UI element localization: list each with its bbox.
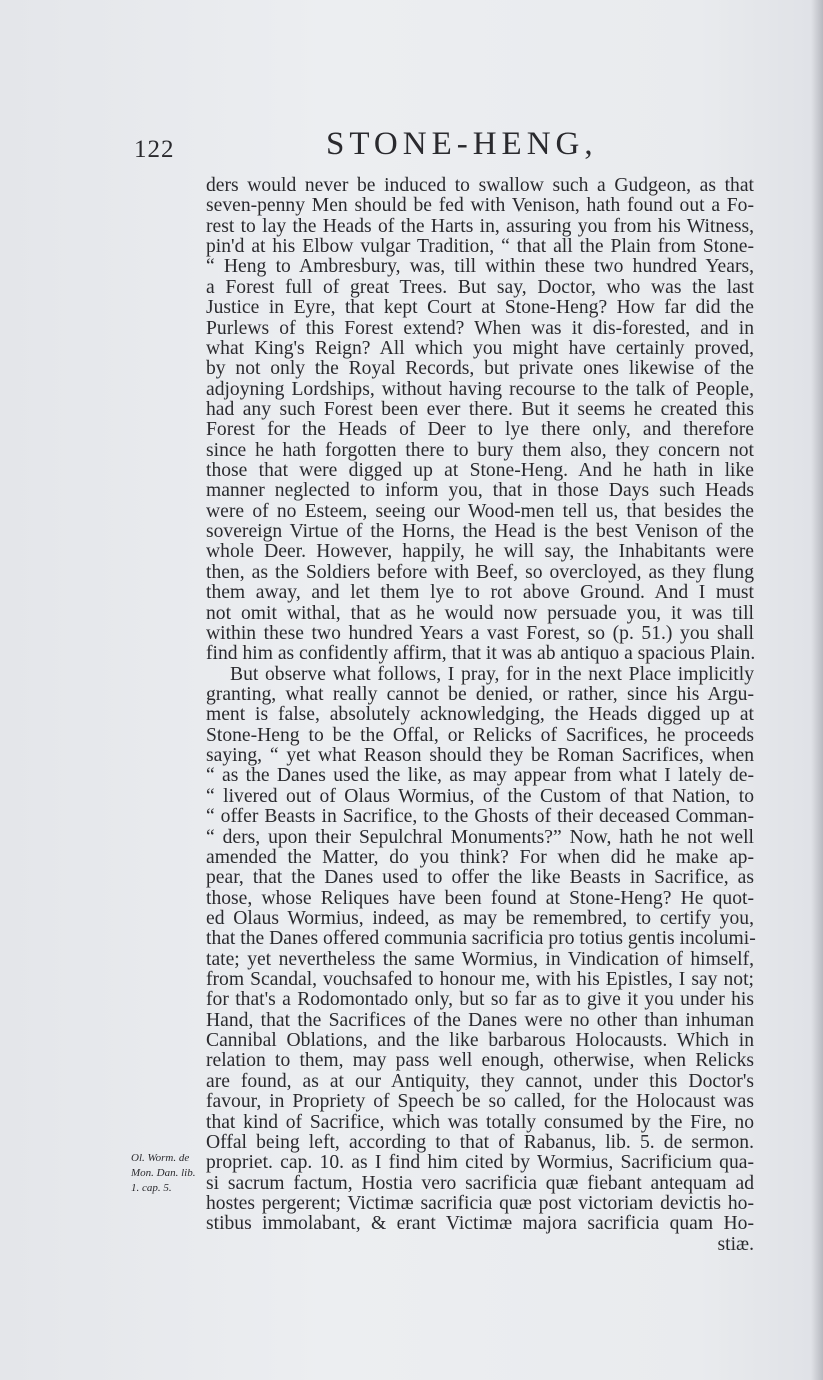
text-line: saying, “ yet what Reason should they be Roman Sacrifices, when xyxy=(206,745,754,767)
text-line: find him as confidently affirm, that it was ab antiquo a spacious Plain. xyxy=(206,643,756,665)
text-line: Purlews of this Forest extend? When was it dis-forested, and in xyxy=(206,317,754,339)
text-line: propriet. cap. 10. as I find him cited by Wormius, Sacrificium qua- xyxy=(206,1152,754,1174)
text-line: what King's Reign? All which you might have certainly proved, xyxy=(206,337,754,359)
text-line: a Forest full of great Trees. But say, Doctor, who was the last xyxy=(206,276,754,298)
text-line: granting, what really cannot be denied, or rather, since his Argu- xyxy=(206,683,754,705)
text-line: that kind of Sacrifice, which was totally consumed by the Fire, no xyxy=(206,1111,754,1133)
text-line: favour, in Propriety of Speech be so called, for the Holocaust was xyxy=(206,1091,754,1113)
text-line: within these two hundred Years a vast Forest, so (p. 51.) you shall xyxy=(206,622,754,644)
page-edge-shadow xyxy=(811,0,823,1380)
text-line: were of no Esteem, seeing our Wood-men tell us, that besides the xyxy=(206,500,754,522)
text-line: adjoyning Lordships, without having recourse to the talk of People, xyxy=(206,378,754,400)
page-number: 122 xyxy=(134,136,175,163)
text-line: Cannibal Oblations, and the like barbarous Holocausts. Which in xyxy=(206,1030,754,1052)
running-head: STONE-HENG, xyxy=(326,126,598,162)
text-line: hostes pergerent; Victimæ sacrificia quæ post victoriam devictis ho- xyxy=(206,1192,754,1214)
text-line: ed Olaus Wormius, indeed, as may be remembred, to certify you, xyxy=(206,907,754,929)
text-line: ment is false, absolutely acknowledging, the Heads digged up at xyxy=(206,704,754,726)
text-line: pear, that the Danes used to offer the like Beasts in Sacrifice, as xyxy=(206,867,754,889)
text-line: But observe what follows, I pray, for in the next Place implicitly xyxy=(230,663,754,685)
text-line: rest to lay the Heads of the Harts in, assuring you from his Witness, xyxy=(206,215,754,237)
text-line: stiæ. xyxy=(717,1233,754,1255)
margin-note xyxy=(131,1151,209,1196)
body-text xyxy=(206,176,754,1255)
text-line: “ as the Danes used the like, as may appear from what I lately de- xyxy=(206,765,754,787)
text-line: ders would never be induced to swallow such a Gudgeon, as that xyxy=(206,175,754,196)
text-line: since he hath forgotten there to bury them also, they concern not xyxy=(206,439,754,461)
text-line: those, whose Reliques have been found at Stone-Heng? He quot- xyxy=(206,887,754,909)
text-line: are found, as at our Antiquity, they cannot, under this Doctor's xyxy=(206,1070,754,1092)
margin-note-line: Mon. Dan. lib. xyxy=(131,1167,196,1179)
text-line: then, as the Soldiers before with Beef, so overcloyed, as they flung xyxy=(206,561,754,583)
text-line: manner neglected to inform you, that in those Days such Heads xyxy=(206,480,754,502)
text-line: Justice in Eyre, that kept Court at Stone-Heng? How far did the xyxy=(206,297,754,319)
text-line: sovereign Virtue of the Horns, the Head is the best Venison of the xyxy=(206,521,754,543)
text-line: pin'd at his Elbow vulgar Tradition, “ that all the Plain from Stone- xyxy=(206,236,754,258)
text-line: seven-penny Men should be fed with Venison, hath found out a Fo- xyxy=(206,195,754,217)
margin-note-line: 1. cap. 5. xyxy=(131,1182,172,1194)
text-line: by not only the Royal Records, but private ones likewise of the xyxy=(206,358,754,380)
text-line: stibus immolabant, & erant Victimæ majora sacrificia quam Ho- xyxy=(206,1213,754,1235)
text-line: relation to them, may pass well enough, otherwise, when Relicks xyxy=(206,1050,754,1072)
text-line: amended the Matter, do you think? For when did he make ap- xyxy=(206,846,754,868)
text-line: tate; yet nevertheless the same Wormius, in Vindication of himself, xyxy=(206,948,754,970)
text-line: “ offer Beasts in Sacrifice, to the Ghosts of their deceased Comman- xyxy=(206,806,754,828)
text-line: those that were digged up at Stone-Heng. And he hath in like xyxy=(206,460,754,482)
text-line: for that's a Rodomontado only, but so far as to give it you under his xyxy=(206,989,754,1011)
text-line: Forest for the Heads of Deer to lye there only, and therefore xyxy=(206,419,754,441)
text-line: had any such Forest been ever there. But it seems he created this xyxy=(206,398,754,420)
text-line: Stone-Heng to be the Offal, or Relicks of Sacrifices, he proceeds xyxy=(206,724,754,746)
text-line: si sacrum factum, Hostia vero sacrificia quæ fiebant antequam ad xyxy=(206,1172,754,1194)
text-line: “ Heng to Ambresbury, was, till within these two hundred Years, xyxy=(206,256,754,278)
margin-note-line: Ol. Worm. de xyxy=(131,1152,190,1164)
text-line: Offal being left, according to that of Rabanus, lib. 5. de sermon. xyxy=(206,1131,754,1153)
text-line: not omit withal, that as he would now persuade you, it was till xyxy=(206,602,754,624)
text-line: from Scandal, vouchsafed to honour me, with his Epistles, I say not; xyxy=(206,969,754,991)
text-line: whole Deer. However, happily, he will say, the Inhabitants were xyxy=(206,541,754,563)
text-line: “ livered out of Olaus Wormius, of the Custom of that Nation, to xyxy=(206,785,754,807)
text-line: “ ders, upon their Sepulchral Monuments?” Now, hath he not well xyxy=(206,826,754,848)
text-line: Hand, that the Sacrifices of the Danes were no other than inhuman xyxy=(206,1009,754,1031)
text-line: that the Danes offered communia sacrificia pro totius gentis incolumi- xyxy=(206,928,756,950)
text-line: them away, and let them lye to rot above Ground. And I must xyxy=(206,582,754,604)
